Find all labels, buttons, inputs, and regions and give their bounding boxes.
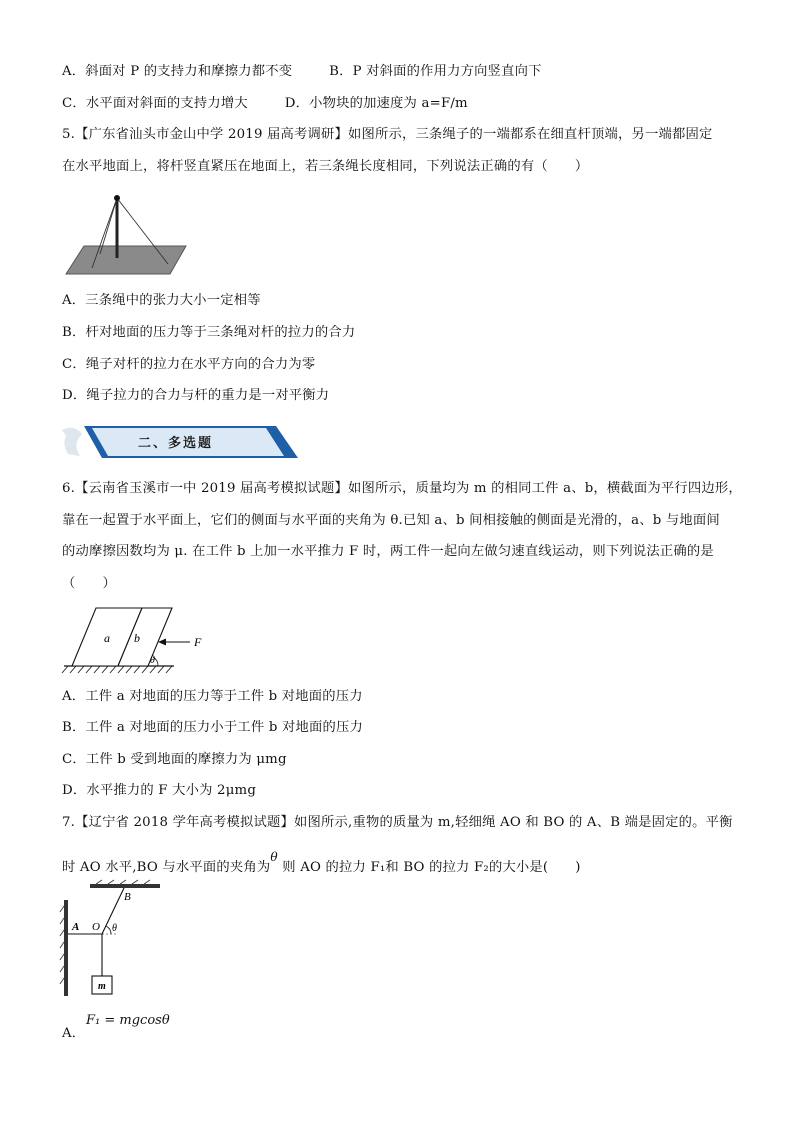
label-m: m (98, 981, 106, 992)
q4-option-c: C．水平面对斜面的支持力增大 (62, 96, 248, 111)
q7-stem-line-1: 7.【辽宁省 2018 学年高考模拟试题】如图所示,重物的质量为 m,轻细绳 AO 和 BO 的 A、B 端是固定的。平衡 (62, 815, 733, 830)
q6-stem-line-4: （ ） (62, 576, 116, 591)
q7-line2-prefix: 时 AO 水平,BO 与水平面的夹角为 (62, 860, 271, 875)
label-F: F (194, 635, 202, 649)
ground-plane (66, 246, 186, 274)
q6-stem-line-2: 靠在一起置于水平面上，它们的侧面与水平面的夹角为 θ.已知 a、b 间相接触的侧面是光滑的，a、b 与地面间 (62, 513, 720, 528)
q5-rod-ropes-figure (62, 192, 202, 276)
wall-hatching (60, 906, 64, 984)
rod-top-knot (114, 195, 120, 201)
q6-option-a: A．工件 a 对地面的压力等于工件 b 对地面的压力 (62, 689, 363, 704)
q7-option-a-formula: F₁ = mgcosθ (86, 1013, 170, 1028)
q5-stem-line-2: 在水平地面上，将杆竖直紧压在地面上，若三条绳长度相同，下列说法正确的有（ ） (62, 159, 589, 174)
q4-option-b: B．P 对斜面的作用力方向竖直向下 (329, 64, 542, 79)
q4-options-row-2 (62, 95, 468, 113)
label-theta: θ (150, 655, 155, 666)
q5-stem-line-1: 5.【广东省汕头市金山中学 2019 届高考调研】如图所示，三条绳子的一端都系在细直杆顶端，另一端都固定 (62, 127, 713, 142)
q6-option-c: C．工件 b 受到地面的摩擦力为 μmg (62, 752, 287, 767)
q5-option-d: D．绳子拉力的合力与杆的重力是一对平衡力 (62, 388, 330, 403)
section-title: 二、多选题 (138, 436, 214, 451)
label-O: O (92, 921, 100, 933)
label-A: A (72, 921, 80, 933)
ceiling-hatching (96, 880, 150, 884)
q6-stem-line-3: 的动摩擦因数均为 μ. 在工件 b 上加一水平推力 F 时，两工件一起向左做匀速直线运动，则下列说法正确的是 (62, 544, 714, 559)
q7-stem-line-2 (62, 850, 581, 877)
wall (64, 900, 68, 996)
ground-hatching (62, 666, 172, 673)
q4-option-a: A．斜面对 P 的支持力和摩擦力都不变 (62, 64, 293, 79)
label-B: B (124, 891, 131, 903)
q7-option-a-label: A． (62, 1026, 86, 1041)
q6-option-b: B．工件 a 对地面的压力小于工件 b 对地面的压力 (62, 720, 363, 735)
q4-option-d: D．小物块的加速度为 a=F/m (284, 96, 468, 111)
banner-swirl-decoration (62, 428, 82, 456)
q5-option-b: B．杆对地面的压力等于三条绳对杆的拉力的合力 (62, 325, 356, 340)
q4-options-row-1 (62, 63, 542, 81)
theta-arc (106, 926, 111, 934)
q6-workpieces-figure (62, 602, 222, 674)
label-a: a (104, 631, 110, 645)
q7-theta-symbol: θ (270, 850, 278, 864)
q7-line2-suffix: 则 AO 的拉力 F₁和 BO 的拉力 F₂的大小是( ) (277, 860, 581, 875)
q6-stem-line-1: 6.【云南省玉溪市一中 2019 届高考模拟试题】如图所示，质量均为 m 的相同工件 a、b，横截面为平行四边形， (62, 481, 742, 496)
q7-suspended-mass-figure (62, 884, 172, 998)
label-b: b (134, 631, 140, 645)
q6-option-d: D．水平推力的 F 大小为 2μmg (62, 783, 257, 798)
ceiling (90, 884, 160, 888)
label-theta: θ (112, 923, 117, 934)
q5-option-c: C．绳子对杆的拉力在水平方向的合力为零 (62, 357, 316, 372)
q5-option-a: A．三条绳中的张力大小一定相等 (62, 293, 261, 308)
